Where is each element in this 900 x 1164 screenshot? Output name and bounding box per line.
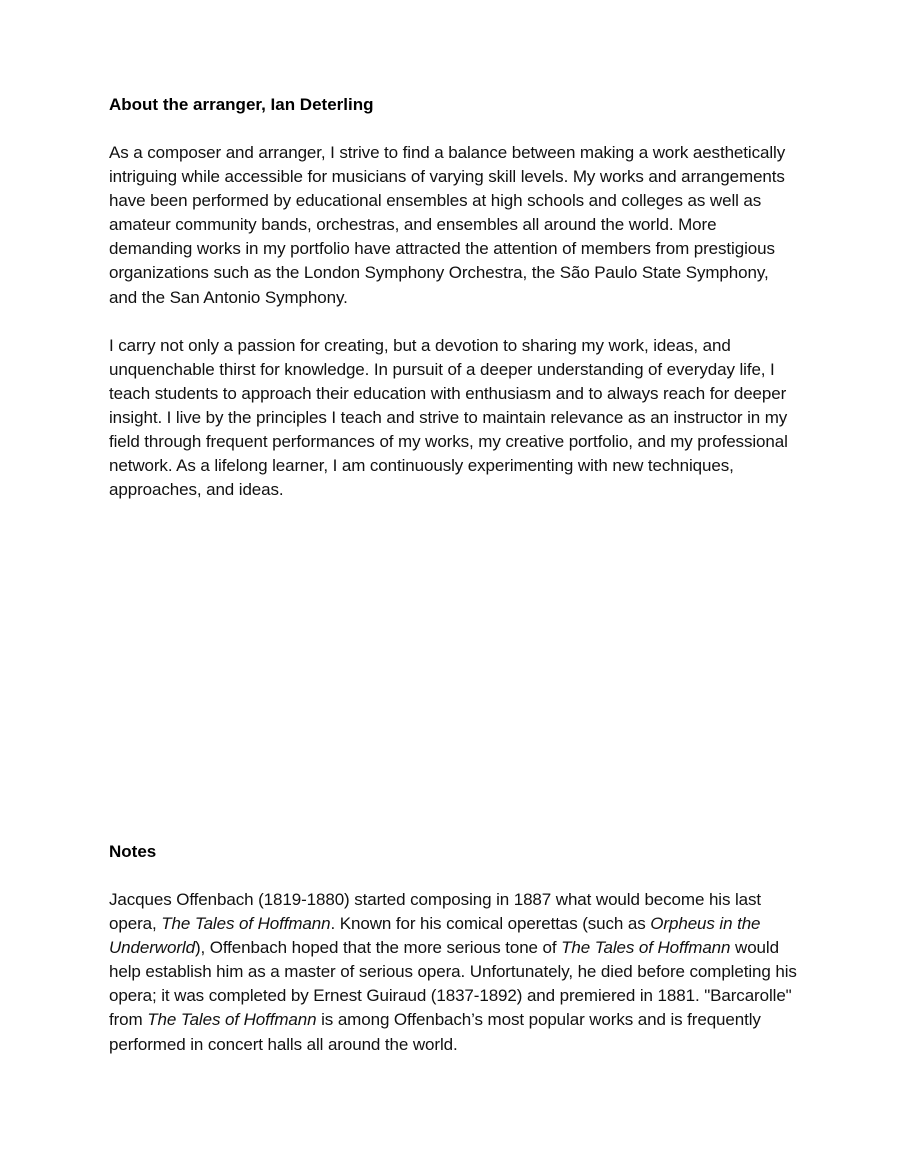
notes-text: is among Offenbach’s most popular works and is frequently performed in concert halls all around the world. [109, 1010, 761, 1054]
about-heading: About the arranger, Ian Deterling [109, 95, 374, 114]
notes-text: ), Offenbach hoped that the more serious tone of [194, 938, 562, 958]
operetta-title: Orpheus in the Underworld [109, 914, 761, 958]
opera-title: The Tales of Hoffmann [161, 914, 331, 934]
notes-text: . Known for his comical operettas (such as [330, 914, 651, 934]
notes-heading: Notes [109, 842, 157, 861]
notes-paragraph [109, 888, 799, 1057]
about-arranger-section [109, 93, 799, 502]
notes-text: Jacques Offenbach (1819-1880) started composing in 1887 what would become his last opera, [109, 890, 762, 934]
notes-section [109, 840, 799, 1057]
opera-title: The Tales of Hoffmann [147, 1010, 317, 1030]
about-paragraph-1: As a composer and arranger, I strive to find a balance between making a work aesthetically intriguing while accessible for musicians of varying skill levels. My works and arrangements have been performed by educational ensembles at high schools and colleges as well as amateur community bands, orchestras, and ensembles all around the world. More demanding works in my portfolio have attracted the attention of members from prestigious organizations such as the London Symphony Orchestra, the São Paulo State Symphony, and the San Antonio Symphony. [109, 143, 786, 307]
opera-title: The Tales of Hoffmann [561, 938, 731, 958]
about-paragraph-2: I carry not only a passion for creating, but a devotion to sharing my work, ideas, and unquenchable thirst for knowledge. In pursuit of a deeper understanding of everyday life, I teach students to approach their education with enthusiasm and to always reach for deeper insight. I live by the principles I teach and strive to maintain relevance as an instructor in my field through frequent performances of my works, my creative portfolio, and my professional network. As a lifelong learner, I am continuously experimenting with new techniques, approaches, and ideas. [109, 335, 788, 500]
notes-text: would help establish him as a master of serious opera. Unfortunately, he died before completing his opera; it was completed by Ernest Guiraud (1837-1892) and premiered in 1881. "Barcarolle" from [109, 938, 797, 1030]
